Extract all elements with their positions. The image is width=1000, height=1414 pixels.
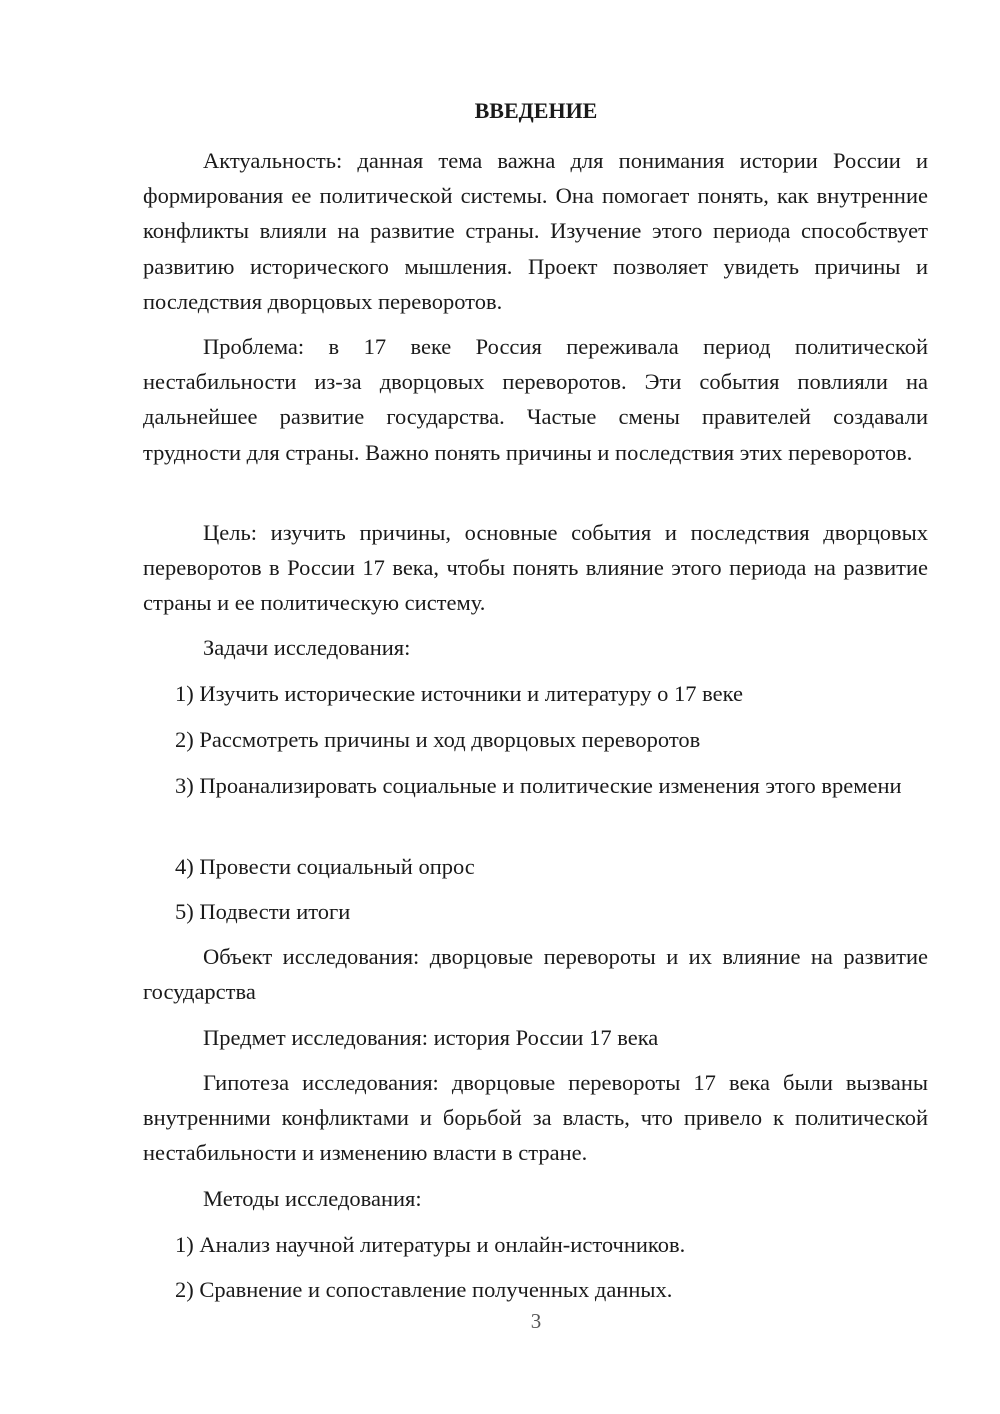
method-item-1: 1) Анализ научной литературы и онлайн-источников. (175, 1232, 686, 1257)
page-title: ВВЕДЕНИЕ (474, 98, 598, 123)
tasks-heading: Задачи исследования: (203, 635, 411, 660)
problem-paragraph: Проблема: в 17 веке Россия переживала период политической нестабильности из-за дворцовых переворотов. Эти события повлияли на дальнейшее развитие государства. Частые смены правителей создавали трудности для страны. Важно понять причины и последствия этих переворотов. (143, 334, 928, 465)
object-paragraph: Объект исследования: дворцовые перевороты и их влияние на развитие государства (143, 944, 928, 1005)
task-item-3: 3) Проанализировать социальные и политические изменения этого времени (175, 773, 902, 798)
task-item-1: 1) Изучить исторические источники и литературу о 17 веке (175, 681, 743, 706)
subject-paragraph: Предмет исследования: история России 17 века (203, 1025, 659, 1050)
relevance-paragraph: Актуальность: данная тема важна для понимания истории России и формирования ее политической системы. Она помогает понять, как внутренние конфликты влияли на развитие страны. Изучение этого периода способствует развитию исторического мышления. Проект позволяет увидеть причины и последствия дворцовых переворотов. (143, 148, 928, 314)
hypothesis-paragraph: Гипотеза исследования: дворцовые перевороты 17 века были вызваны внутренними конфликтами и борьбой за власть, что привело к политической нестабильности и изменению власти в стране. (143, 1070, 928, 1166)
method-item-2: 2) Сравнение и сопоставление полученных данных. (175, 1277, 673, 1302)
task-item-5: 5) Подвести итоги (175, 899, 351, 924)
page-number: 3 (530, 1309, 542, 1333)
goal-paragraph: Цель: изучить причины, основные события и последствия дворцовых переворотов в России 17 века, чтобы понять влияние этого периода на развитие страны и ее политическую систему. (143, 520, 928, 616)
task-item-2: 2) Рассмотреть причины и ход дворцовых переворотов (175, 727, 701, 752)
methods-heading: Методы исследования: (203, 1186, 422, 1211)
task-item-4: 4) Провести социальный опрос (175, 854, 475, 879)
